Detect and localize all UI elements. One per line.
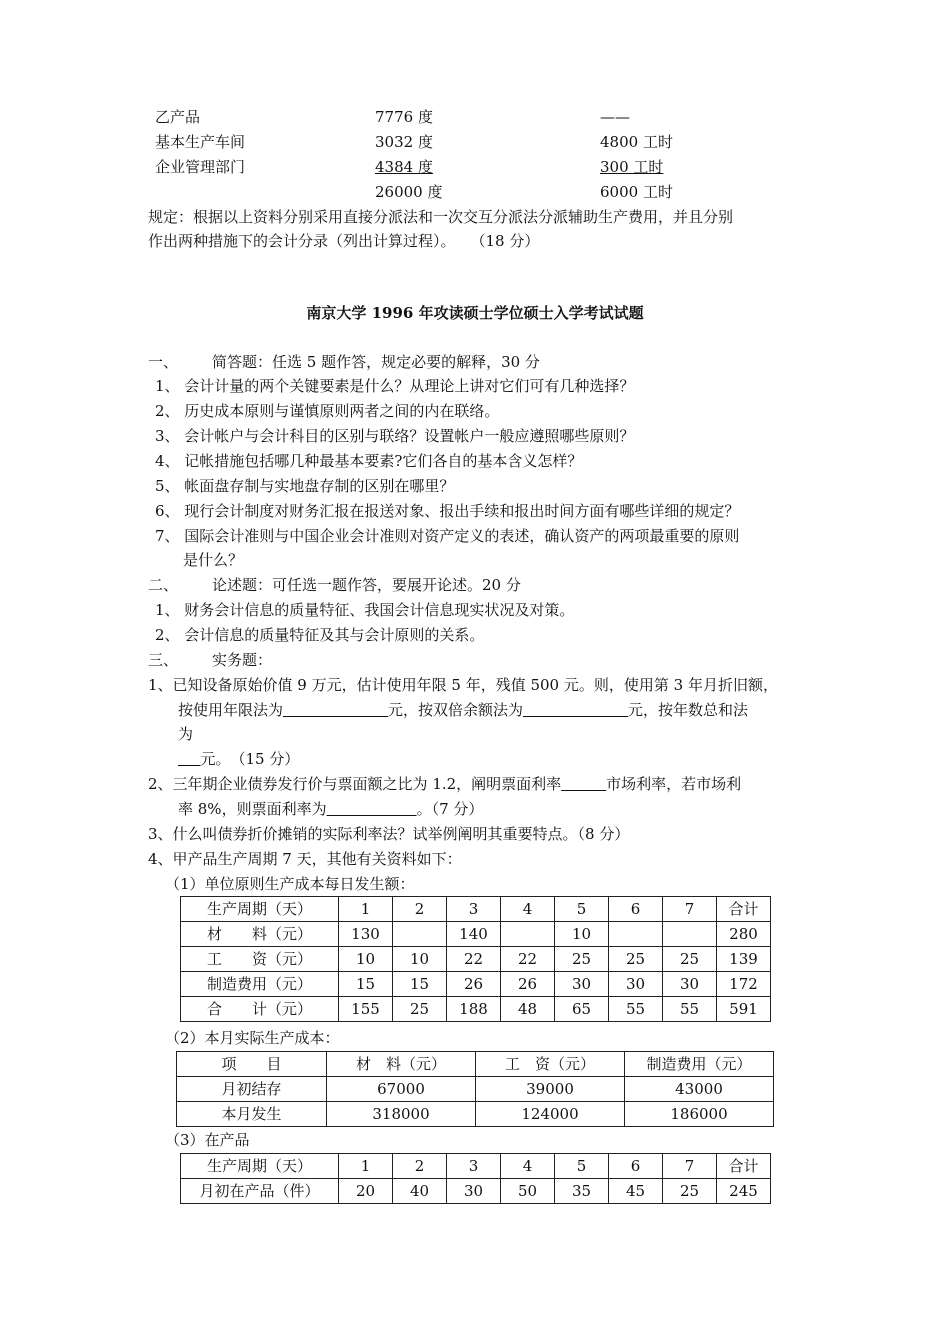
question-3: 3、什么叫债券折价摊销的实际利率法？试举例阐明其重要特点。（8 分） [148,825,630,843]
table-cell: 318000 [327,1102,476,1127]
table-cell: 10 [555,922,609,947]
table-cell: 10 [339,947,393,972]
table-cell: 25 [609,947,663,972]
table-cell: 55 [663,997,717,1022]
table-row [181,1154,771,1179]
question-item: 7、 国际会计准则与中国企业会计准则对资产定义的表述，确认资产的两项最重要的原则 [155,527,740,545]
table-row [181,947,771,972]
alloc-row-power: 3032 度 [375,133,433,151]
answer-blank [561,775,606,793]
table-cell: 55 [609,997,663,1022]
table-cell: 25 [663,1179,717,1204]
table-cell: 1 [339,897,393,922]
question-item: 1、 财务会计信息的质量特征、我国会计信息现实状况及对策。 [155,601,575,619]
table-cell: 25 [393,997,447,1022]
table-cell: 项 目 [177,1052,327,1077]
table-cell: 材 料（元） [181,922,339,947]
question-item: 3、 会计帐户与会计科目的区别与联络？设置帐户一般应遵照哪些原则？ [155,427,635,445]
wip-table [180,1153,771,1204]
actual-cost-table [176,1051,774,1127]
table-cell: 3 [447,1154,501,1179]
table-cell: 1 [339,1154,393,1179]
table-cell: 22 [501,947,555,972]
requirement-line: 规定：根据以上资料分别采用直接分派法和一次交互分派法分派辅助生产费用，并且分别 [148,208,734,226]
section-heading: 简答题：任选 5 题作答，规定必要的解释，30 分 [212,353,540,371]
table-cell: 130 [339,922,393,947]
table-cell: 50 [501,1179,555,1204]
answer-blank [523,701,628,719]
table-cell: 140 [447,922,501,947]
table-cell: 制造费用（元） [181,972,339,997]
question-item-continued: 是什么？ [183,551,244,569]
table-cell: 40 [393,1179,447,1204]
question-item: 1、 会计计量的两个关键要素是什么？从理论上讲对它们可有几种选择？ [155,377,635,395]
table-cell: 7 [663,1154,717,1179]
table-cell: 5 [555,1154,609,1179]
exam-title: 南京大学 1996 年攻读硕士学位硕士入学考试试题 [306,304,644,322]
table-row [181,1179,771,1204]
question-2-line: 2、三年期企业债券发行价与票面额之比为 1.2，阐明票面利率 市场利率，若市场利 [148,775,742,793]
subsection-title: （2）本月实际生产成本： [165,1029,340,1047]
table-cell: 30 [447,1179,501,1204]
table-cell: 月初结存 [177,1077,327,1102]
table-cell: 39000 [476,1077,625,1102]
section-heading: 论述题：可任选一题作答，要展开论述。20 分 [212,576,521,594]
section-heading: 实务题： [212,651,273,669]
table-cell: 3 [447,897,501,922]
table-row [181,997,771,1022]
table-cell: 15 [339,972,393,997]
alloc-row-name: 基本生产车间 [155,133,246,151]
alloc-total-power: 26000 度 [375,183,443,201]
table-cell: 172 [717,972,771,997]
alloc-row-name: 企业管理部门 [155,158,246,176]
table-cell: 35 [555,1179,609,1204]
table-cell: 280 [717,922,771,947]
alloc-row-hours: 4800 工时 [600,133,673,151]
alloc-row-power: 7776 度 [375,108,433,126]
question-item: 2、 会计信息的质量特征及其与会计原则的关系。 [155,626,485,644]
question-1-line: 1、已知设备原始价值 9 万元，估计使用年限 5 年，残值 500 元。则，使用第 3 年月折旧额， [148,676,778,694]
subsection-title: （3）在产品 [165,1131,250,1149]
question-item: 5、 帐面盘存制与实地盘存制的区别在哪里？ [155,477,455,495]
table-cell: 4 [501,1154,555,1179]
requirement-line: 作出两种措施下的会计分录（列出计算过程）。 （18 分） [148,232,540,250]
table-cell: 188 [447,997,501,1022]
question-item: 4、 记帐措施包括哪几种最基本要素?它们各自的基本含义怎样？ [155,452,583,470]
question-1-line: 元。 （15 分） [178,749,299,769]
question-1-line: 为 [178,725,194,743]
table-cell: 材 料（元） [327,1052,476,1077]
question-1-line: 按使用年限法为 元，按双倍余额法为 元，按年数总和法 [178,701,749,719]
table-cell: 124000 [476,1102,625,1127]
table-cell: 合 计（元） [181,997,339,1022]
table-cell: 245 [717,1179,771,1204]
table-cell: 本月发生 [177,1102,327,1127]
table-cell: 591 [717,997,771,1022]
table-row [181,922,771,947]
table-cell: 4 [501,897,555,922]
table-cell: 67000 [327,1077,476,1102]
subsection-title: （1）单位原则生产成本每日发生额： [165,875,415,893]
question-item: 2、 历史成本原则与谨慎原则两者之间的内在联络。 [155,402,500,420]
table-cell: 2 [393,897,447,922]
table-cell: 139 [717,947,771,972]
table-row [177,1102,774,1127]
standard-cost-table [180,896,771,1022]
table-cell [501,922,555,947]
question-item: 6、 现行会计制度对财务汇报在报送对象、报出手续和报出时间方面有哪些详细的规定？ [155,502,740,520]
table-cell: 45 [609,1179,663,1204]
table-cell: 30 [555,972,609,997]
table-cell: 生产周期（天） [181,1154,339,1179]
alloc-row-name: 乙产品 [155,108,201,126]
table-cell: 合计 [717,897,771,922]
question-2-line: 率 8%，则票面利率为 。（7 分） [178,800,484,818]
table-cell: 26 [447,972,501,997]
table-cell: 工 资（元） [476,1052,625,1077]
table-cell: 10 [393,947,447,972]
table-cell: 25 [555,947,609,972]
table-cell: 20 [339,1179,393,1204]
table-cell [393,922,447,947]
alloc-row-hours: —— [600,108,630,126]
alloc-row-hours: 300 工时 [600,158,664,176]
table-row [181,897,771,922]
table-cell: 生产周期（天） [181,897,339,922]
table-cell: 6 [609,897,663,922]
table-cell: 制造费用（元） [625,1052,774,1077]
question-4: 4、甲产品生产周期 7 天，其他有关资料如下： [148,850,462,868]
table-cell: 25 [663,947,717,972]
table-cell: 186000 [625,1102,774,1127]
table-cell: 30 [663,972,717,997]
answer-blank [327,800,417,818]
answer-blank [178,750,201,768]
section-number: 二、 [148,576,179,594]
table-cell: 15 [393,972,447,997]
table-cell: 155 [339,997,393,1022]
table-row [177,1052,774,1077]
table-cell: 43000 [625,1077,774,1102]
table-cell: 6 [609,1154,663,1179]
alloc-total-hours: 6000 工时 [600,183,673,201]
table-row [181,972,771,997]
table-cell: 48 [501,997,555,1022]
table-cell [609,922,663,947]
table-cell: 22 [447,947,501,972]
table-row [177,1077,774,1102]
section-number: 三、 [148,651,179,669]
table-cell: 月初在产品（件） [181,1179,339,1204]
answer-blank [283,701,388,719]
table-cell: 26 [501,972,555,997]
table-cell: 工 资（元） [181,947,339,972]
table-cell: 7 [663,897,717,922]
table-cell: 30 [609,972,663,997]
table-cell: 2 [393,1154,447,1179]
table-cell: 65 [555,997,609,1022]
table-cell: 5 [555,897,609,922]
alloc-row-power: 4384 度 [375,158,433,176]
section-number: 一、 [148,353,179,371]
table-cell: 合计 [717,1154,771,1179]
table-cell [663,922,717,947]
